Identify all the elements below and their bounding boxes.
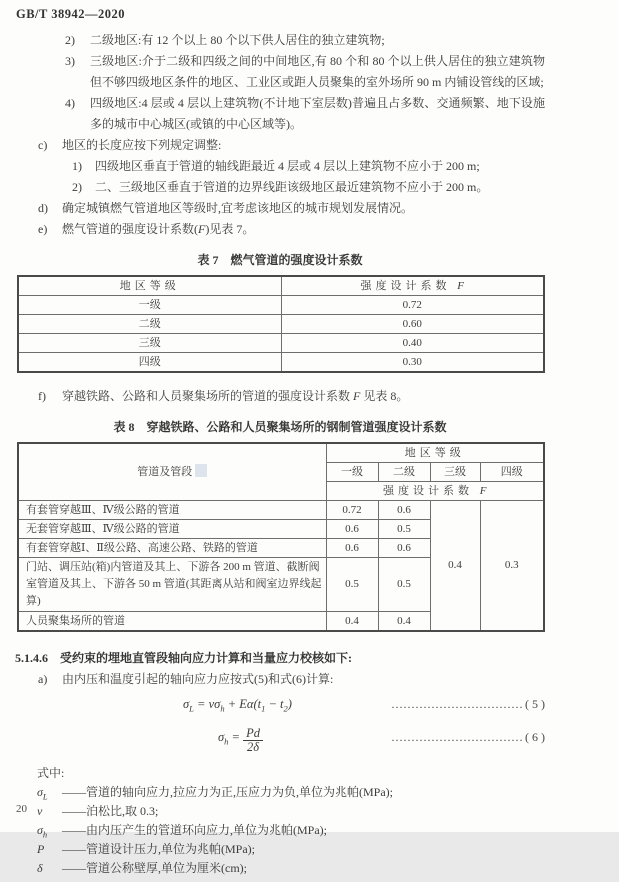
equation-6-leader: …………………………… ( 6 ): [391, 730, 545, 744]
symbol: $\sigma_L$: [37, 785, 48, 802]
pipe-label-cell: 人员聚集场所的管道: [18, 612, 326, 632]
equation-6-number: ( 6 ): [525, 730, 545, 744]
table-row: [18, 501, 544, 520]
value-cell: 0.6: [326, 520, 378, 539]
pipe-label-cell: 有套管穿越Ⅲ、Ⅳ级公路的管道: [18, 501, 326, 520]
grade-cell: 三级: [18, 334, 281, 353]
list-text: 确定城镇燃气管道地区等级时,宜考虑该地区的城市规划发展情况。: [62, 201, 414, 215]
table8-title: [15, 419, 545, 435]
list-item-f: [15, 386, 545, 407]
list-marker: 3): [65, 54, 75, 68]
definition-text: ——管道公称壁厚,单位为厘米(cm);: [62, 861, 247, 875]
table8-region-header: 地区等级: [326, 443, 544, 463]
list-text: 四级地区:4 层或 4 层以上建筑物(不计地下室层数)普遍且占多数、交通频繁、地下设施多的城市中心城区(或镇的中心区域等)。: [90, 96, 545, 131]
symbol: P: [37, 842, 45, 856]
page-content: [15, 30, 545, 878]
value-cell: 0.4: [326, 612, 378, 632]
list-text: 二、三级地区垂直于管道的边界线距该级地区最近建筑物不应小于 200 m。: [95, 180, 489, 194]
definition-P: [15, 840, 545, 859]
equation-6-expression: $\sigma_h$ = $\frac{Pd}{2\delta}$: [218, 719, 263, 760]
table7-caption: 燃气管道的强度设计系数: [230, 253, 363, 267]
table7-col2-header: 强度设计系数 F: [281, 276, 544, 296]
table8-pipe-header: 管道及管段: [18, 443, 326, 501]
list-marker: 2): [65, 33, 75, 47]
table8: [17, 442, 545, 632]
list-item-c1: [15, 156, 545, 177]
list-marker: a): [38, 672, 48, 686]
definition-text: ——管道设计压力,单位为兆帕(MPa);: [62, 842, 255, 856]
value-cell: 0.6: [326, 539, 378, 558]
table-row: [18, 315, 544, 334]
clause-title: 受约束的埋地直管段轴向应力计算和当量应力校核如下:: [60, 651, 352, 665]
definition-delta: [15, 859, 545, 878]
definition-text: ——由内压产生的管道环向应力,单位为兆帕(MPa);: [62, 823, 327, 837]
table7-title: [15, 252, 545, 268]
list-item-a: [15, 669, 545, 690]
value-cell: 0.5: [378, 520, 430, 539]
grade-col-header: 四级: [480, 463, 544, 482]
grade-col-header: 三级: [430, 463, 480, 482]
definition-text: ——泊松比,取 0.3;: [62, 804, 159, 818]
equation-5-expression: $\sigma_L = \nu\sigma_h + E\alpha(t_1 - t_2)$: [183, 697, 292, 714]
list-item-3: [15, 51, 545, 93]
clause-number: 5.1.4.6: [15, 651, 48, 665]
grade4-span-cell: 0.3: [480, 501, 544, 632]
value-cell: 0.72: [326, 501, 378, 520]
table8-label: 表 8: [113, 420, 135, 434]
value-cell: 0.6: [378, 501, 430, 520]
table7-label: 表 7: [197, 253, 219, 267]
list-item-e: [15, 219, 545, 240]
list-text: 地区的长度应按下列规定调整:: [62, 138, 222, 152]
highlight-artifact: [195, 464, 207, 477]
equation-5: [15, 692, 545, 717]
grade-cell: 一级: [18, 296, 281, 315]
list-text: 穿越铁路、公路和人员聚集场所的管道的强度设计系数 F 见表 8。: [62, 389, 409, 403]
grade-col-header: 一级: [326, 463, 378, 482]
pipe-label-cell: 有套管穿越Ⅰ、Ⅱ级公路、高速公路、铁路的管道: [18, 539, 326, 558]
list-marker: 1): [72, 159, 82, 173]
value-cell: 0.6: [378, 539, 430, 558]
table8-header-row1: [18, 443, 544, 463]
value-cell: 0.5: [326, 558, 378, 612]
grade-cell: 二级: [18, 315, 281, 334]
symbol: δ: [37, 861, 43, 875]
list-marker: e): [38, 222, 48, 236]
equation-5-leader: …………………………… ( 5 ): [391, 697, 545, 711]
pipe-label-cell: 门站、调压站(箱)内管道及其上、下游各 200 m 管道、截断阀室管道及其上、下游各 50 m 管道(其距离从站和阀室边界线起算): [18, 558, 326, 612]
grade3-span-cell: 0.4: [430, 501, 480, 632]
table8-caption: 穿越铁路、公路和人员聚集场所的钢制管道强度设计系数: [146, 420, 447, 434]
table7-header-row: [18, 276, 544, 296]
table7-col1-header: 地区等级: [18, 276, 281, 296]
list-text: 四级地区垂直于管道的轴线距最近 4 层或 4 层以上建筑物不应小于 200 m;: [95, 159, 480, 173]
list-text: 三级地区:介于二级和四级之间的中间地区,有 80 个和 80 个以上供人居住的独立建筑物但不够四级地区条件的地区、工业区或距人员聚集的室外场所 90 m 内铺设管线的区域;: [90, 54, 545, 89]
definition-nu: [15, 802, 545, 821]
list-marker: d): [38, 201, 48, 215]
list-item-d: [15, 198, 545, 219]
grade-col-header: 二级: [378, 463, 430, 482]
value-cell: 0.30: [281, 353, 544, 373]
list-item-c2: [15, 177, 545, 198]
definition-sigma-L: [15, 783, 545, 802]
where-label: 式中:: [37, 766, 65, 780]
table-row: [18, 334, 544, 353]
equation-5-number: ( 5 ): [525, 697, 545, 711]
page-number: 20: [16, 803, 27, 815]
factor-header: 强度设计系数 F: [326, 482, 544, 501]
value-cell: 0.60: [281, 315, 544, 334]
value-cell: 0.40: [281, 334, 544, 353]
doc-number: GB/T 38942—2020: [16, 7, 126, 21]
definition-text: ——管道的轴向应力,拉应力为正,压应力为负,单位为兆帕(MPa);: [62, 785, 393, 799]
clause-5-1-4-6: [15, 647, 545, 669]
pipe-label-cell: 无套管穿越Ⅲ、Ⅳ级公路的管道: [18, 520, 326, 539]
list-text: 由内压和温度引起的轴向应力应按式(5)和式(6)计算:: [62, 672, 334, 686]
list-text: 燃气管道的强度设计系数(F)见表 7。: [62, 222, 255, 236]
table-row: [18, 353, 544, 373]
fraction: $\frac{Pd}{2\delta}$: [243, 727, 263, 754]
definition-sigma-h: [15, 821, 545, 840]
list-text: 二级地区:有 12 个以上 80 个以下供人居住的独立建筑物;: [90, 33, 385, 47]
value-cell: 0.72: [281, 296, 544, 315]
list-item-4: [15, 93, 545, 135]
list-marker: f): [38, 389, 46, 403]
list-item-c: [15, 135, 545, 156]
value-cell: 0.4: [378, 612, 430, 632]
grade-cell: 四级: [18, 353, 281, 373]
symbol: $\sigma_h$: [37, 823, 48, 840]
list-marker: c): [38, 138, 48, 152]
list-marker: 2): [72, 180, 82, 194]
list-marker: 4): [65, 96, 75, 110]
table7: [17, 275, 545, 373]
list-item-2: [15, 30, 545, 51]
table-row: [18, 296, 544, 315]
equation-6: [15, 719, 545, 755]
symbol: ν: [37, 804, 43, 818]
value-cell: 0.5: [378, 558, 430, 612]
